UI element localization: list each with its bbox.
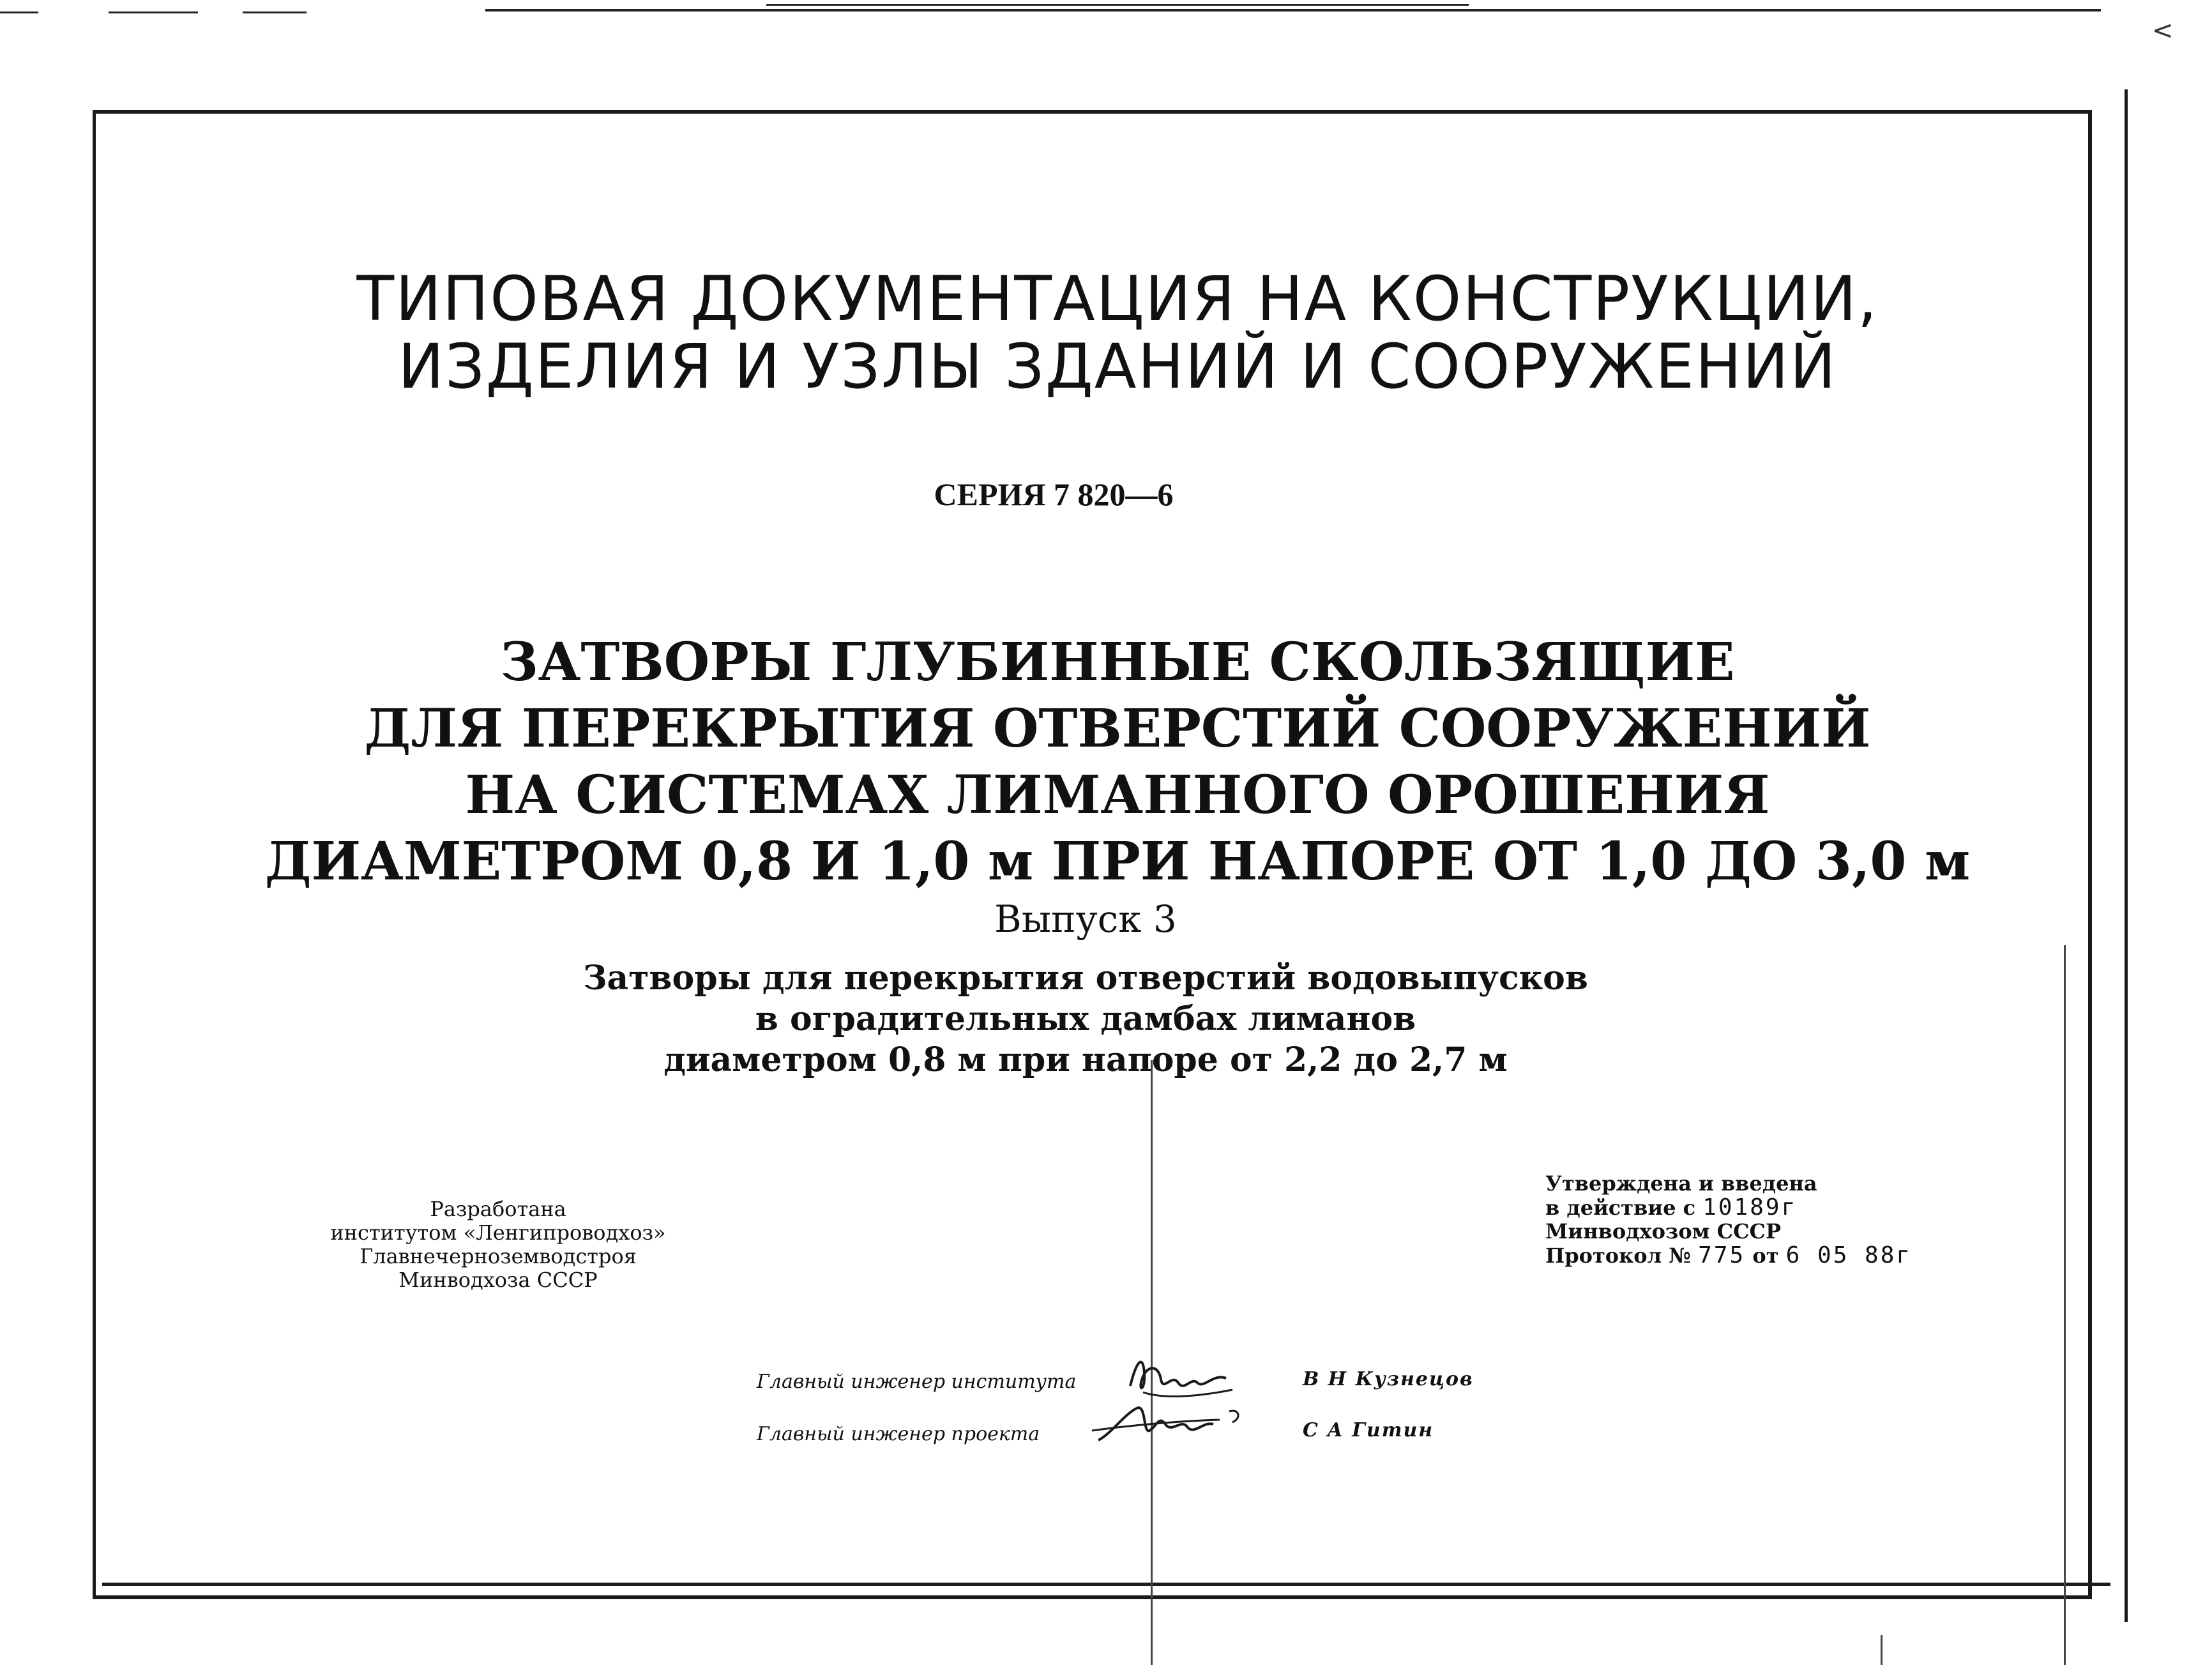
subject-title-line-3: НА СИСТЕМАХ ЛИМАННОГО ОРОШЕНИЯ — [465, 764, 1770, 826]
corner-mark: < — [2152, 16, 2174, 45]
signature-role-1: Главный инженер института — [757, 1371, 1077, 1393]
approval-date: 10189г — [1702, 1194, 1798, 1220]
subject-title-line-4: ДИАМЕТРОМ 0,8 И 1,0 м ПРИ НАПОРЕ ОТ 1,0 ДО 3,0 м — [264, 831, 1971, 892]
approval-line-4 — [1545, 1243, 1992, 1268]
approval-line-2 — [1545, 1196, 1992, 1220]
developed-by-block — [294, 1197, 702, 1292]
issue-subtitle-line-3: диаметром 0,8 м при напоре от 2,2 до 2,7 м — [663, 1040, 1508, 1079]
protocol-prefix: Протокол № — [1545, 1243, 1692, 1268]
signature-name-2: С А Гитин — [1303, 1419, 1434, 1441]
main-title-line-1: ТИПОВАЯ ДОКУМЕНТАЦИЯ НА КОНСТРУКЦИИ, — [356, 263, 1879, 335]
approval-block — [1545, 1172, 1992, 1268]
protocol-date: 6 05 88г — [1785, 1242, 1913, 1268]
developed-by-line-1: Разработана — [430, 1197, 566, 1221]
series-number: СЕРИЯ 7 820—6 — [934, 476, 1174, 512]
page-frame-bottom-rule — [102, 1583, 2110, 1586]
subject-title — [192, 629, 2043, 895]
page-frame-right-rule — [2125, 89, 2128, 1622]
protocol-from: от — [1752, 1243, 1779, 1268]
fold-line-bottom-mark — [1881, 1635, 1882, 1665]
developed-by-line-3: Главнечерноземводстроя — [360, 1244, 637, 1268]
main-title — [192, 265, 2043, 400]
approval-line-1: Утверждена и введена — [1545, 1171, 1817, 1196]
issue-subtitle — [447, 958, 1724, 1081]
protocol-number: 775 — [1698, 1242, 1746, 1268]
scan-artifact-top-4 — [485, 9, 2101, 11]
issue-number: Выпуск 3 — [994, 897, 1177, 941]
main-title-line-2: ИЗДЕЛИЯ И УЗЛЫ ЗДАНИЙ И СООРУЖЕНИЙ — [398, 331, 1837, 402]
fold-line-right — [2064, 945, 2066, 1665]
subject-title-line-1: ЗАТВОРЫ ГЛУБИННЫЕ СКОЛЬЗЯЩИЕ — [500, 632, 1735, 693]
signature-name-1: В Н Кузнецов — [1303, 1368, 1474, 1390]
developed-by-line-2: институтом «Ленгипроводхоз» — [330, 1220, 666, 1245]
subject-title-line-2: ДЛЯ ПЕРЕКРЫТИЯ ОТВЕРСТИЙ СООРУЖЕНИЙ — [364, 698, 1871, 759]
scan-artifact-top-3 — [243, 11, 307, 13]
issue-subtitle-line-1: Затворы для перекрытия отверстий водовыпусков — [583, 959, 1588, 998]
signature-role-2: Главный инженер проекта — [757, 1423, 1040, 1445]
approval-line-2-prefix: в действие с — [1545, 1196, 1696, 1220]
scan-artifact-top-2 — [109, 11, 198, 13]
approval-line-3: Минводхозом СССР — [1545, 1219, 1782, 1243]
handwritten-signature-2 — [1086, 1395, 1252, 1453]
scan-artifact-top-5 — [766, 4, 1469, 6]
issue-subtitle-line-2: в оградительных дамбах лиманов — [755, 1000, 1416, 1038]
scan-artifact-top-1 — [0, 11, 38, 13]
developed-by-line-4: Минводхоза СССР — [398, 1268, 598, 1292]
